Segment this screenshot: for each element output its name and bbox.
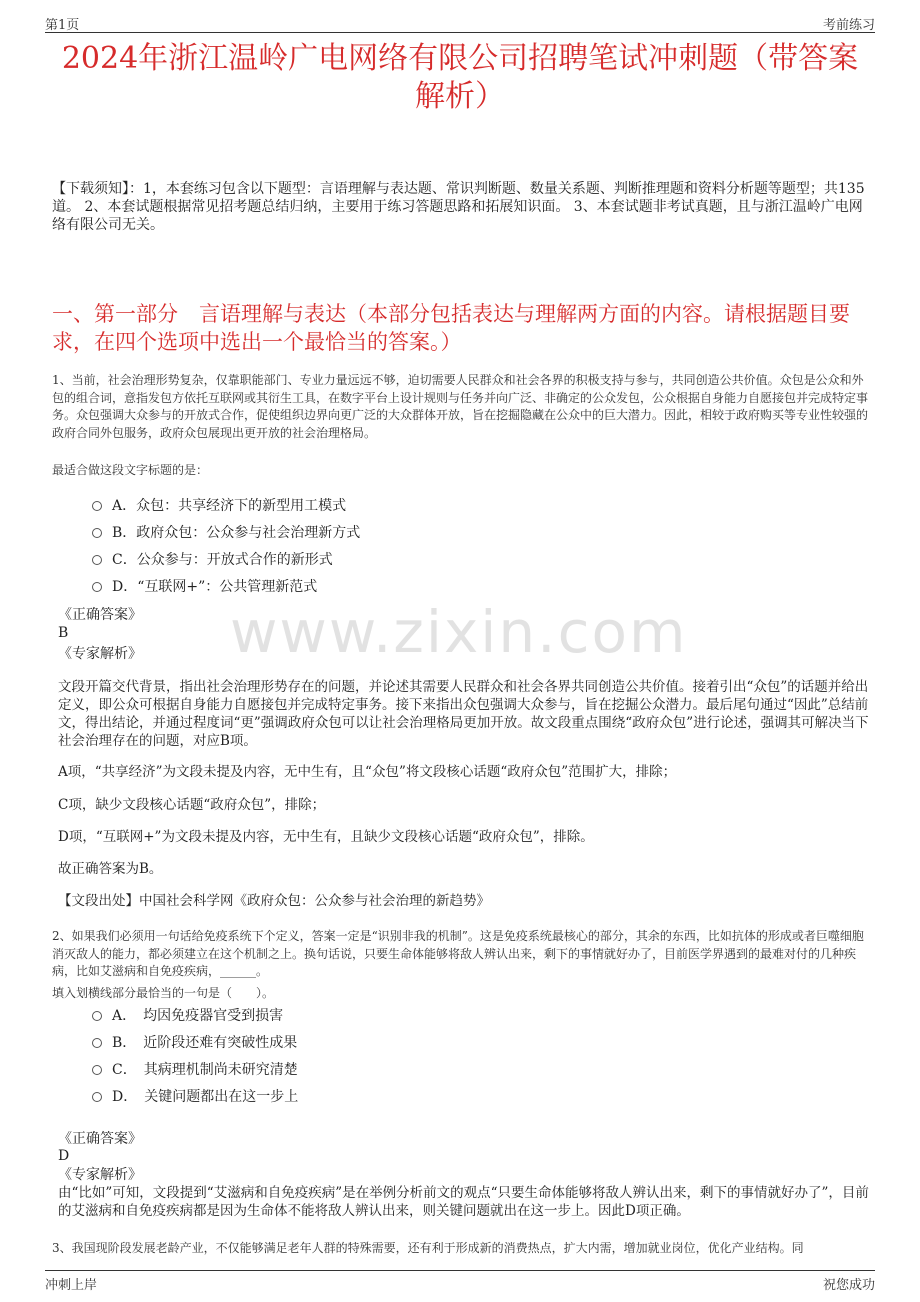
q2-option-c-text: C． 其病理机制尚未研究清楚 [112, 1062, 298, 1078]
q2-option-a[interactable] [92, 1007, 283, 1025]
q2-answer: D [58, 1148, 70, 1164]
q2-answer-label: 《正确答案》 [58, 1131, 142, 1147]
radio-icon[interactable] [92, 555, 102, 565]
q2-option-b[interactable] [92, 1034, 297, 1052]
footer-left-text: 冲刺上岸 [45, 1278, 98, 1293]
section-heading: 一、第一部分 言语理解与表达（本部分包括表达与理解两方面的内容。请根据题目要求，在四个选项中选出一个最恰当的答案。） [52, 302, 850, 354]
radio-icon[interactable] [92, 1065, 102, 1075]
q1-answer: B [58, 625, 69, 641]
q1-analysis-label: 《专家解析》 [58, 646, 142, 662]
page-header [45, 10, 875, 33]
q2-option-d[interactable] [92, 1088, 298, 1106]
q1-conclusion: 故正确答案为B。 [58, 861, 163, 877]
radio-icon[interactable] [92, 1092, 102, 1102]
q2-analysis-label: 《专家解析》 [58, 1167, 142, 1183]
radio-icon[interactable] [92, 501, 102, 511]
page-footer [45, 1270, 875, 1301]
q2-option-a-text: A． 均因免疫器官受到损害 [112, 1008, 284, 1024]
q1-option-c-text: C．公众参与：开放式合作的新形式 [112, 552, 333, 568]
q2-option-c[interactable] [92, 1061, 298, 1079]
q1-option-d-text: D．“互联网+”：公共管理新范式 [112, 579, 318, 595]
question-1-stem: 1、当前，社会治理形势复杂，仅靠职能部门、专业力量远远不够，迫切需要人民群众和社会各界的积极支持与参与，共同创造公共价值。众包是公众和外包的组合词，意指发包方依托互联网或其衍生工具，在数字平台上设计规则与任务并向广泛、非确定的公众发包，公众根据自身能力自愿接包并完成特定事务。众包强调大众参与的开放式合作，促使组织边界向更广泛的大众群体开放，旨在挖掘隐藏在公众中的巨大潜力。因此，相较于政府购买等专业性较强的政府合同外包服务，政府众包展现出更开放的社会治理格局。 [52, 373, 869, 440]
header-label: 考前练习 [822, 18, 875, 33]
q1-analysis-a: A项，“共享经济”为文段未提及内容，无中生有，且“众包”将文段核心话题“政府众包”范围扩大，排除； [58, 764, 677, 780]
q1-source: 【文段出处】中国社会科学网《政府众包：公众参与社会治理的新趋势》 [58, 893, 490, 909]
page-number: 第1页 [45, 18, 80, 33]
q2-analysis: 由“比如”可知，文段提到“艾滋病和自免疫疾病”是在举例分析前文的观点“只要生命体能够将敌人辨认出来，剩下的事情就好办了”，目前的艾滋病和自免疫疾病都是因为生命体不能将敌人辨认出来，则关键问题就出在这一步上。因此D项正确。 [58, 1185, 869, 1219]
watermark: www.zixin.com [230, 598, 688, 666]
q1-analysis-main: 文段开篇交代背景，指出社会治理形势存在的问题，并论述其需要人民群众和社会各界共同创造公共价值。接着引出“众包”的话题并给出定义，即公众可根据自身能力自愿接包并完成特定事务。接下来指出众包强调大众参与，旨在挖掘公众潜力。最后尾句通过“因此”总结前文，得出结论，并通过程度词“更”强调政府众包可以让社会治理格局更加开放。故文段重点围绕“政府众包”进行论述，强调其可解决当下社会治理存在的问题，对应B项。 [58, 679, 869, 749]
footer-right-text: 祝您成功 [822, 1278, 875, 1293]
document-title: 2024年浙江温岭广电网络有限公司招聘笔试冲刺题（带答案解析） [61, 41, 859, 114]
q1-option-d[interactable] [92, 578, 317, 596]
q1-option-b-text: B．政府众包：公众参与社会治理新方式 [112, 525, 361, 541]
radio-icon[interactable] [92, 582, 102, 592]
q1-option-a[interactable] [92, 497, 346, 515]
question-2-stem: 2、如果我们必须用一句话给免疫系统下个定义，答案一定是“识别非我的机制”。这是免疫系统最核心的部分，其余的东西，比如抗体的形成或者巨噬细胞消灭敌人的能力，都必须建立在这个机制之上。换句话说，只要生命体能够将敌人辨认出来，剩下的事情就好办了，目前医学界遇到的最难对付的几种疾病，比如艾滋病和自免疫疾病，______。 [52, 929, 864, 978]
q2-option-b-text: B． 近阶段还难有突破性成果 [112, 1035, 298, 1051]
question-3-stem: 3、我国现阶段发展老龄产业，不仅能够满足老年人群的特殊需要，还有利于形成新的消费热点，扩大内需，增加就业岗位，优化产业结构。同 [52, 1241, 804, 1255]
q1-option-a-text: A．众包：共享经济下的新型用工模式 [112, 498, 347, 514]
q1-option-b[interactable] [92, 524, 360, 542]
q1-answer-label: 《正确答案》 [58, 607, 142, 623]
q1-option-c[interactable] [92, 551, 333, 569]
q1-analysis-d: D项，“互联网+”为文段未提及内容，无中生有，且缺少文段核心话题“政府众包”，排除。 [58, 829, 594, 845]
radio-icon[interactable] [92, 528, 102, 538]
radio-icon[interactable] [92, 1011, 102, 1021]
q2-option-d-text: D． 关键问题都出在这一步上 [112, 1089, 299, 1105]
question-1-prompt: 最适合做这段文字标题的是： [52, 463, 209, 477]
q1-analysis-c: C项，缺少文段核心话题“政府众包”，排除； [58, 797, 326, 813]
download-notice: 【下载须知】：1，本套练习包含以下题型：言语理解与表达题、常识判断题、数量关系题、判断推理题和资料分析题等题型；共135道。 2、本套试题根据常见招考题总结归纳，主要用于练习答题思路和拓展知识面。 3、本套试题非考试真题，且与浙江温岭广电网络有限公司无关。 [52, 181, 865, 233]
radio-icon[interactable] [92, 1038, 102, 1048]
question-2-prompt: 填入划横线部分最恰当的一句是（ ）。 [52, 986, 275, 1000]
